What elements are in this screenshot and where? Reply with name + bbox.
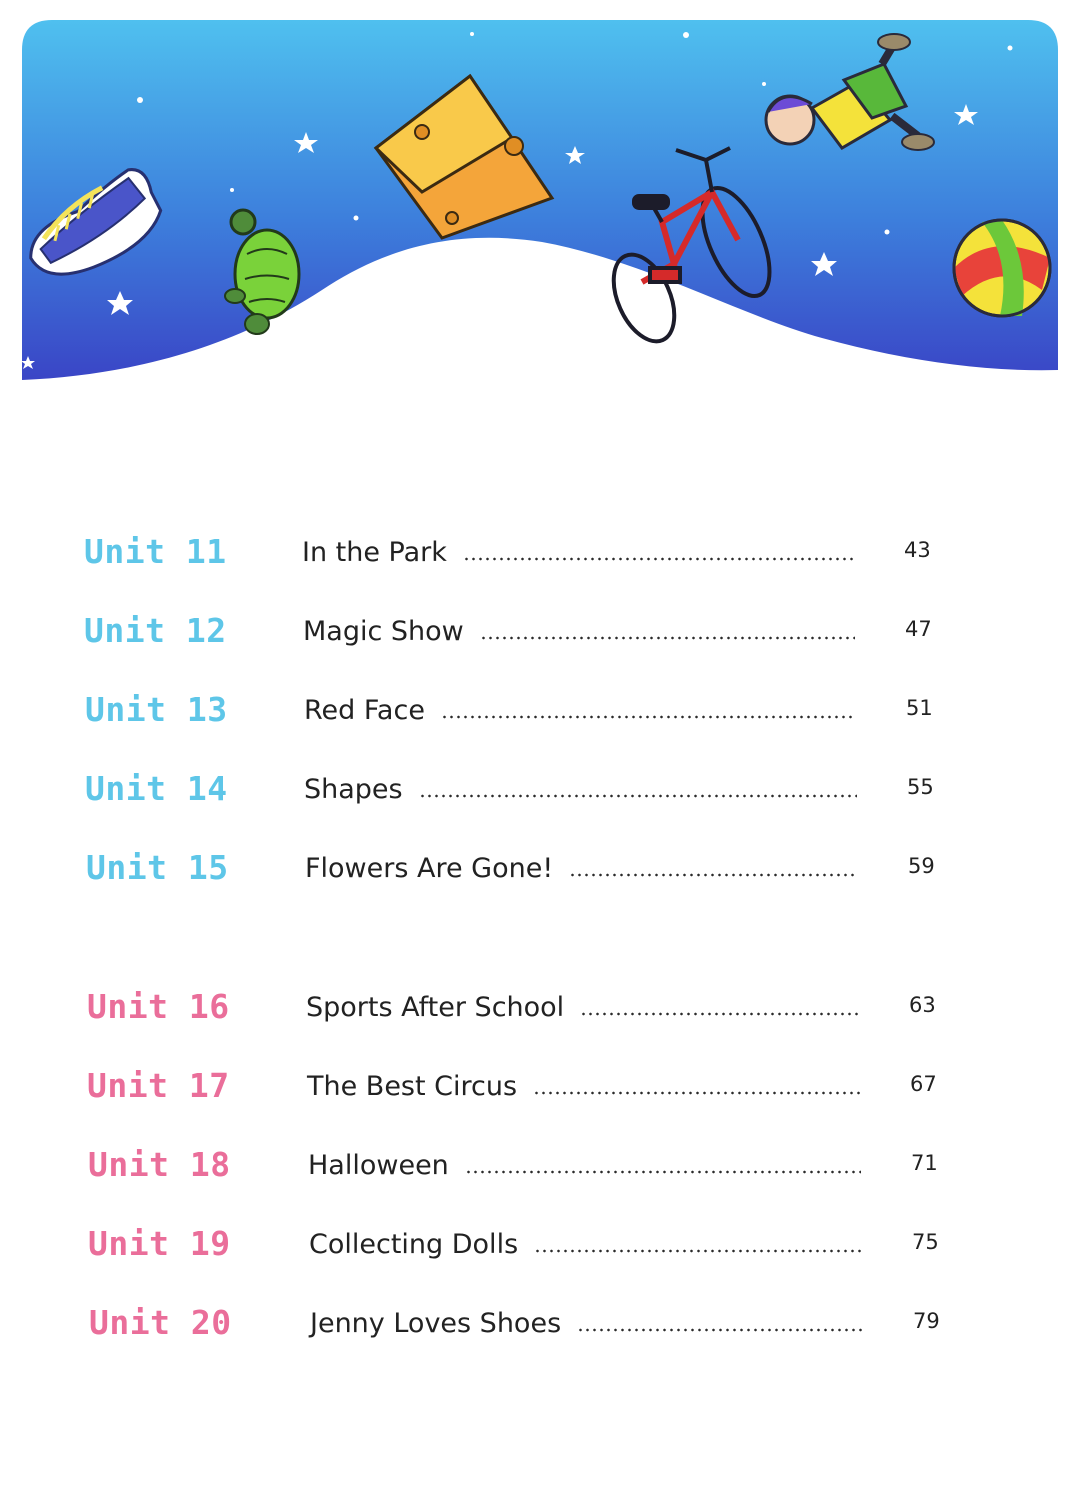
page-number: 47 [905, 617, 932, 641]
unit-number: Unit 11 [84, 532, 227, 571]
unit-number: Unit 13 [85, 690, 228, 729]
page-number: 55 [907, 775, 934, 799]
unit-number: Unit 12 [84, 611, 227, 650]
page-number: 79 [913, 1309, 940, 1333]
dot-leader [580, 1012, 859, 1016]
dot-leader [441, 715, 856, 719]
unit-title: Flowers Are Gone! [305, 852, 554, 884]
toc-entry[interactable] [0, 527, 1080, 577]
unit-title: Jenny Loves Shoes [310, 1307, 562, 1339]
toc-entry[interactable] [0, 764, 1080, 814]
page-number: 63 [909, 993, 936, 1017]
dot-leader [419, 794, 857, 798]
unit-title: Sports After School [306, 991, 565, 1023]
dot-leader [569, 873, 858, 877]
unit-title: In the Park [302, 536, 447, 568]
unit-number: Unit 20 [89, 1303, 232, 1342]
unit-title: Shapes [304, 773, 403, 805]
page-number: 75 [912, 1230, 939, 1254]
unit-title: Red Face [304, 694, 425, 726]
toc-entry[interactable] [0, 1219, 1080, 1269]
dot-leader [534, 1249, 862, 1253]
dot-leader [533, 1091, 860, 1095]
toc-entry[interactable] [0, 685, 1080, 735]
unit-title: Magic Show [303, 615, 464, 647]
unit-title: The Best Circus [307, 1070, 518, 1102]
page-number: 43 [904, 538, 931, 562]
dot-leader [465, 1170, 861, 1174]
toc-entry[interactable] [0, 1140, 1080, 1190]
unit-number: Unit 17 [87, 1066, 230, 1105]
page-number: 59 [908, 854, 935, 878]
page-number: 51 [906, 696, 933, 720]
unit-number: Unit 15 [86, 848, 229, 887]
unit-title: Halloween [308, 1149, 449, 1181]
toc-entry[interactable] [0, 1298, 1080, 1348]
unit-number: Unit 18 [88, 1145, 231, 1184]
dot-leader [480, 636, 855, 640]
page-number: 67 [910, 1072, 937, 1096]
toc-entry[interactable] [0, 982, 1080, 1032]
dot-leader [577, 1328, 863, 1332]
dot-leader [463, 557, 854, 561]
toc-entry[interactable] [0, 843, 1080, 893]
unit-number: Unit 14 [85, 769, 228, 808]
unit-number: Unit 16 [87, 987, 230, 1026]
page-number: 71 [911, 1151, 938, 1175]
toc-entry[interactable] [0, 1061, 1080, 1111]
toc-entry[interactable] [0, 606, 1080, 656]
unit-number: Unit 19 [88, 1224, 231, 1263]
unit-title: Collecting Dolls [309, 1228, 519, 1260]
